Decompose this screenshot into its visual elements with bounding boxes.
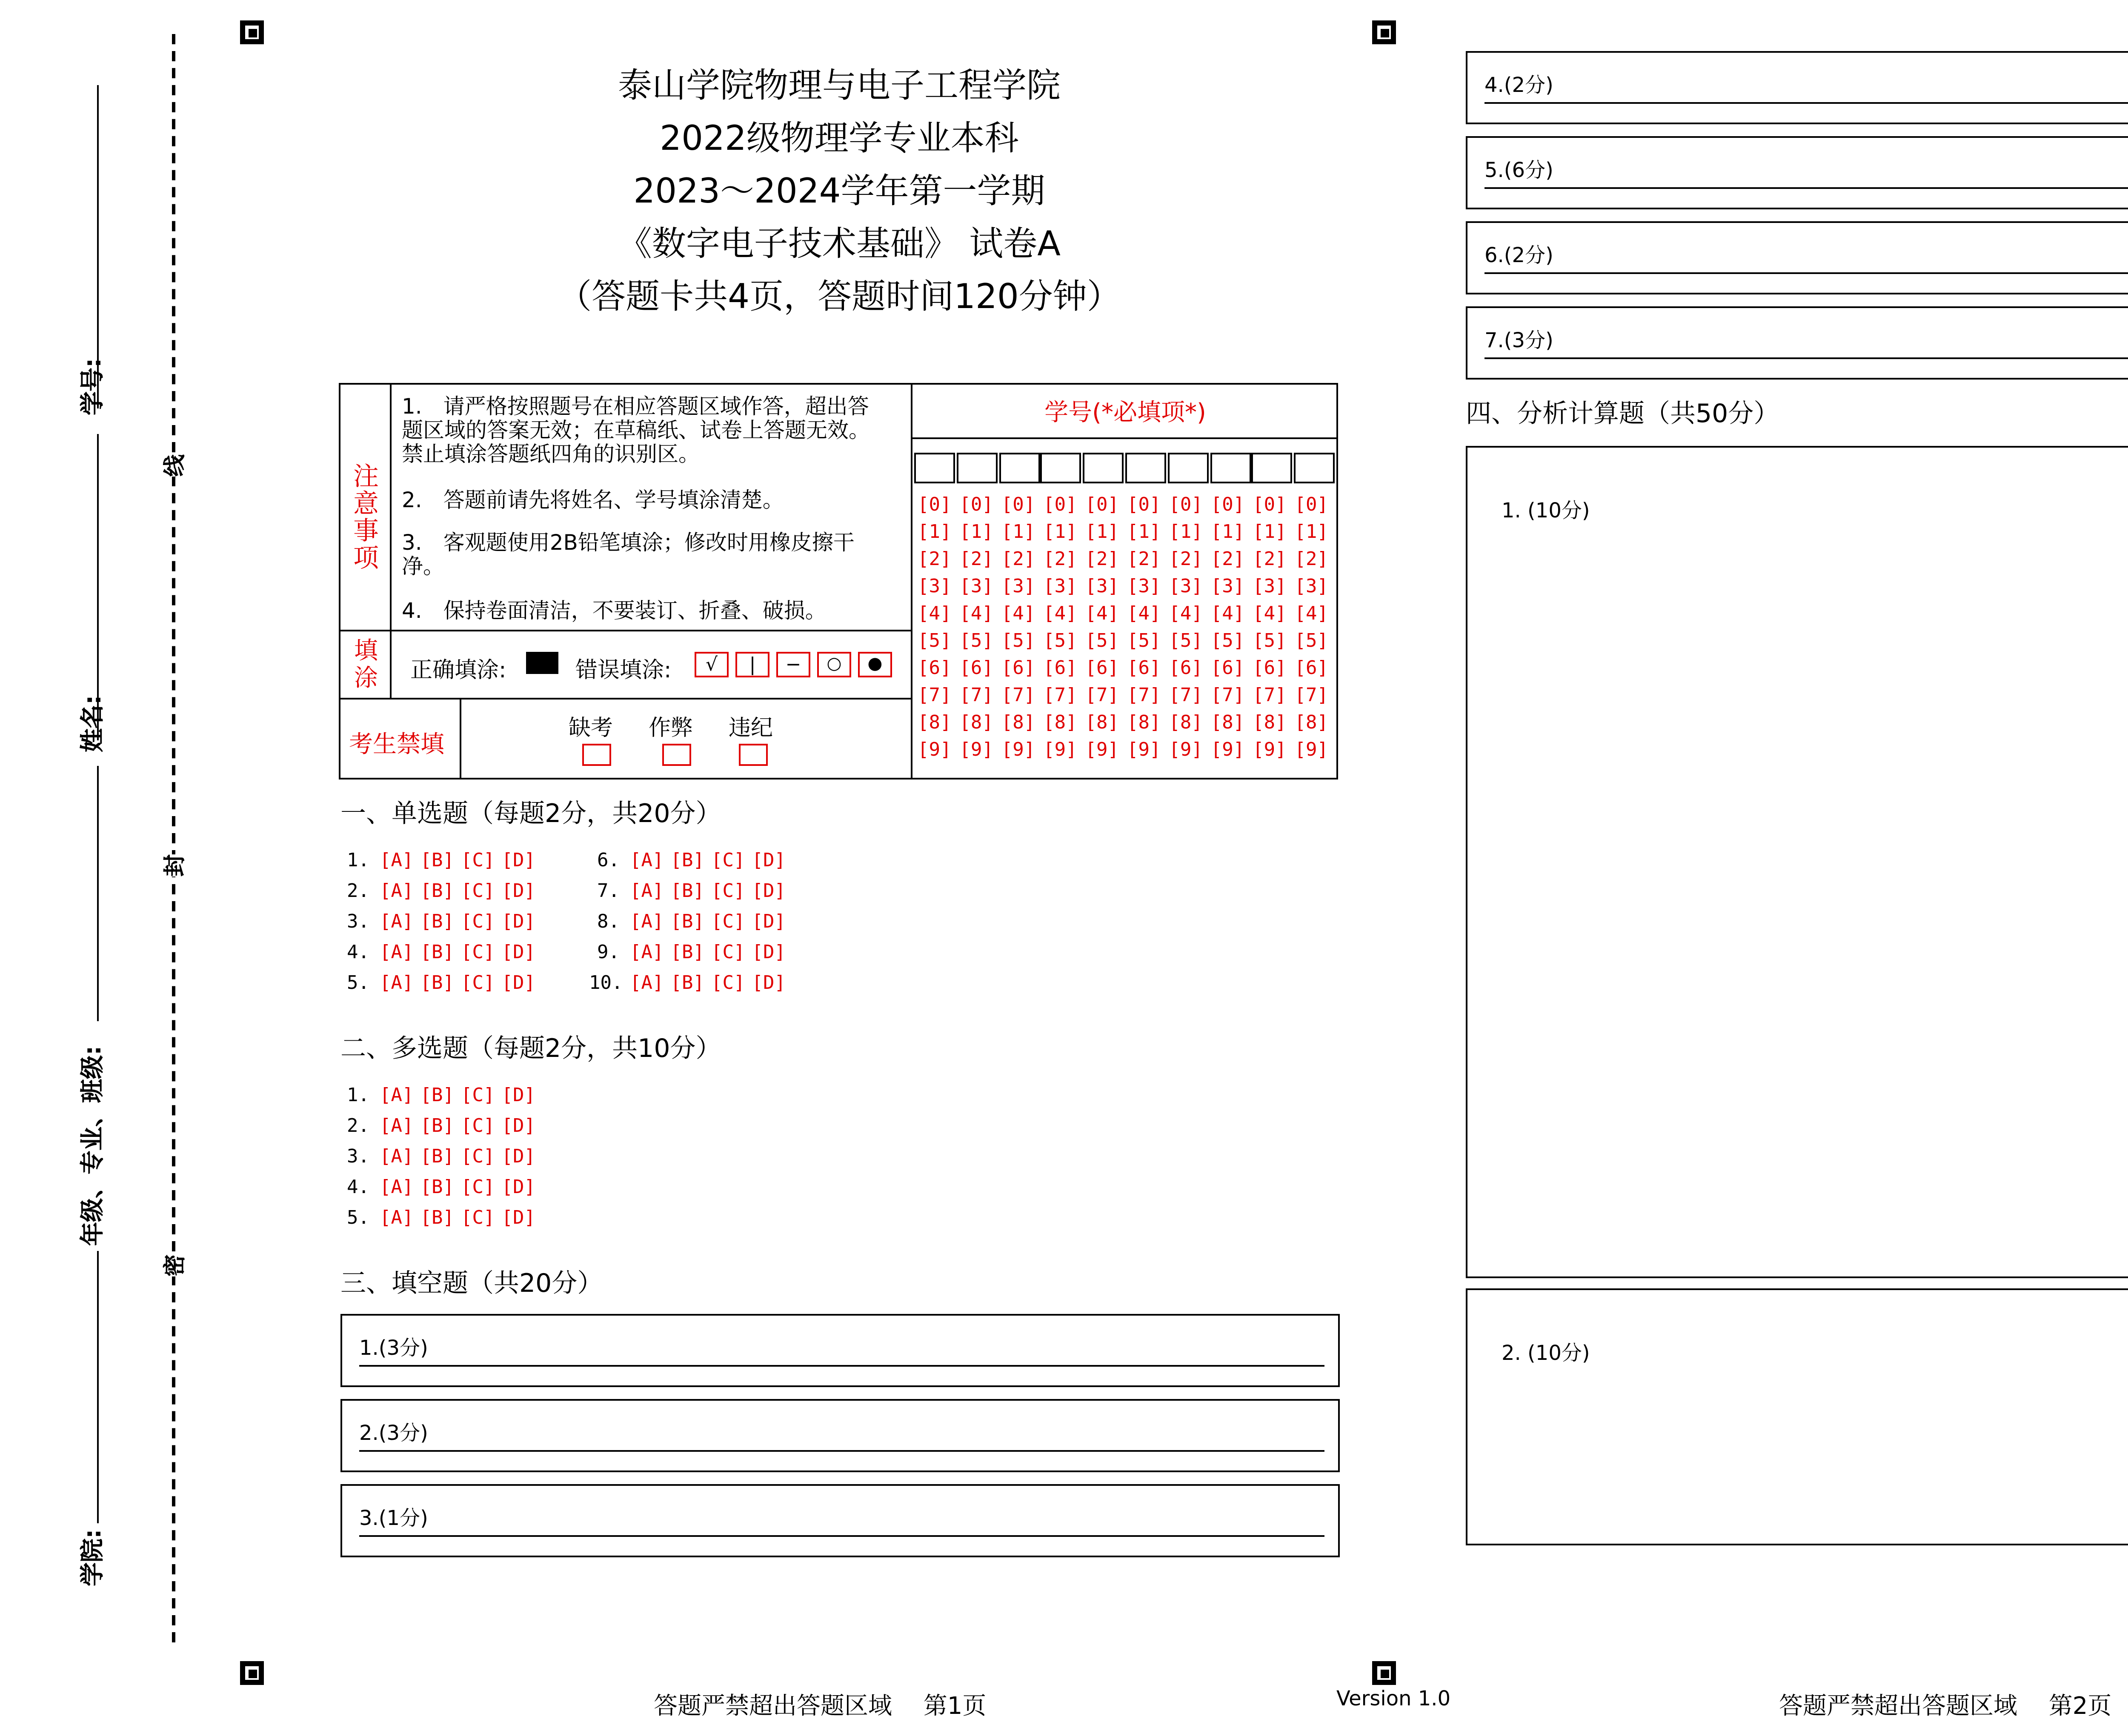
question-number: 1. <box>347 1084 369 1106</box>
student-id-digit-column <box>1169 492 1203 764</box>
choice-option-bubble[interactable]: [B] <box>420 911 454 933</box>
student-id-cell[interactable] <box>998 453 1039 483</box>
student-id-digit-bubble[interactable]: [2] <box>1001 548 1035 570</box>
calc-answer-2-label: 2. (10分) <box>1502 1341 1590 1365</box>
student-id-cell[interactable] <box>914 453 955 483</box>
student-id-digit-bubble[interactable]: [0] <box>918 494 952 516</box>
student-id-digit-bubble[interactable]: [4] <box>1001 602 1035 625</box>
student-id-digit-bubble[interactable]: [8] <box>1001 711 1035 734</box>
section1-title: 一、单选题（每题2分，共20分） <box>340 798 721 829</box>
binding-dashed-line <box>172 34 175 1642</box>
student-id-digit-bubble[interactable]: [6] <box>1127 657 1161 679</box>
student-id-digit-bubble[interactable]: [6] <box>1210 657 1245 679</box>
wrong-fill-samples <box>695 652 892 677</box>
choice-option-bubble[interactable]: [D] <box>501 1084 535 1106</box>
choice-row <box>589 849 792 871</box>
choice-option-bubble[interactable]: [A] <box>380 880 414 902</box>
choice-option-bubble[interactable]: [A] <box>630 911 664 933</box>
notice-item-2: 2. 答题前请先将姓名、学号填涂清楚。 <box>402 487 784 512</box>
student-id-digit-bubble[interactable]: [1] <box>1253 521 1287 543</box>
choice-option-bubble[interactable]: [C] <box>461 941 495 963</box>
forbidden-violation-box[interactable] <box>739 744 768 766</box>
choice-option-bubble[interactable]: [D] <box>501 880 535 902</box>
student-id-digit-bubble[interactable]: [8] <box>1127 711 1161 734</box>
student-id-digit-bubble[interactable]: [3] <box>1253 575 1287 597</box>
student-id-title: 学号(*必填项*) <box>1044 400 1206 427</box>
wrong-fill-label: 错误填涂: <box>575 659 672 684</box>
student-id-digit-bubble[interactable]: [1] <box>1169 521 1203 543</box>
student-id-digit-bubble[interactable]: [2] <box>1294 548 1329 570</box>
student-id-digit-bubble[interactable]: [8] <box>1253 711 1287 734</box>
choice-option-bubble[interactable]: [A] <box>380 1084 414 1106</box>
student-id-digit-bubble[interactable]: [4] <box>959 602 993 625</box>
student-id-digit-bubble[interactable]: [3] <box>1294 575 1329 597</box>
student-id-digit-bubble[interactable]: [1] <box>1043 521 1077 543</box>
choice-option-bubble[interactable]: [C] <box>461 1176 495 1198</box>
student-id-digit-bubble[interactable]: [6] <box>959 657 993 679</box>
student-id-digit-bubble[interactable]: [1] <box>1210 521 1245 543</box>
student-id-cell[interactable] <box>1083 453 1124 483</box>
question-number: 1. <box>347 849 369 871</box>
student-id-digit-bubble[interactable]: [2] <box>1210 548 1245 570</box>
choice-option-bubble[interactable]: [C] <box>461 1145 495 1168</box>
question-number: 2. <box>347 880 369 902</box>
fill-answer-7[interactable] <box>1466 306 2128 380</box>
choice-option-bubble[interactable]: [B] <box>670 911 704 933</box>
student-id-digit-bubble[interactable]: [7] <box>1085 684 1119 706</box>
corner-marker-bottom-center <box>1372 1661 1396 1685</box>
student-id-digit-bubble[interactable]: [2] <box>1043 548 1077 570</box>
student-id-digit-bubble[interactable]: [6] <box>1001 657 1035 679</box>
choice-option-bubble[interactable]: [B] <box>420 849 454 871</box>
question-number: 10. <box>589 972 623 994</box>
corner-marker-top-left <box>240 20 264 44</box>
fill-answer-7-label: 7.(3分) <box>1484 328 1553 352</box>
student-id-label: 学号: <box>80 358 107 415</box>
student-id-digit-column <box>1043 492 1077 764</box>
student-id-digit-bubble[interactable]: [7] <box>1127 684 1161 706</box>
student-id-digit-bubble[interactable]: [9] <box>1169 739 1203 761</box>
header-line-3: 2023～2024学年第一学期 <box>633 170 1045 211</box>
student-id-digit-bubble[interactable]: [9] <box>959 739 993 761</box>
exam-forbidden-title: 考生禁填 <box>349 732 444 759</box>
question-number: 9. <box>597 941 620 963</box>
student-id-digit-bubble[interactable]: [5] <box>1085 630 1119 652</box>
student-id-digit-bubble[interactable]: [7] <box>1294 684 1329 706</box>
wrong-mark-dot: ● <box>858 652 892 677</box>
student-id-digit-bubble[interactable]: [8] <box>1294 711 1329 734</box>
student-id-digit-bubble[interactable]: [2] <box>1085 548 1119 570</box>
student-id-digit-bubble[interactable]: [4] <box>1294 602 1329 625</box>
student-id-digit-bubble[interactable]: [4] <box>1253 602 1287 625</box>
wrong-mark-circle: ○ <box>817 652 851 677</box>
fill-answer-3[interactable] <box>340 1484 1340 1557</box>
choice-option-bubble[interactable]: [B] <box>670 941 704 963</box>
choice-row <box>339 849 542 871</box>
choice-option-bubble[interactable]: [B] <box>670 849 704 871</box>
section2-title: 二、多选题（每题2分，共10分） <box>340 1033 721 1064</box>
choice-row <box>589 972 792 994</box>
student-id-digit-bubble[interactable]: [1] <box>1127 521 1161 543</box>
student-id-digit-bubble[interactable]: [6] <box>1085 657 1119 679</box>
student-id-digit-bubble[interactable]: [1] <box>918 521 952 543</box>
choice-option-bubble[interactable]: [C] <box>461 1115 495 1137</box>
student-id-digit-bubble[interactable]: [9] <box>1085 739 1119 761</box>
header-line-4: 《数字电子技术基础》 试卷A <box>618 223 1061 264</box>
choice-option-bubble[interactable]: [D] <box>501 1207 535 1229</box>
student-id-digit-bubble[interactable]: [5] <box>1210 630 1245 652</box>
choice-option-bubble[interactable]: [C] <box>711 911 745 933</box>
fill-answer-4-label: 4.(2分) <box>1484 73 1553 97</box>
calc-answer-1[interactable] <box>1466 446 2128 1278</box>
choice-option-bubble[interactable]: [D] <box>501 849 535 871</box>
header-line-1: 泰山学院物理与电子工程学院 <box>618 65 1061 106</box>
student-id-digit-bubble[interactable]: [3] <box>1169 575 1203 597</box>
cut-word-line: 线 <box>153 454 192 477</box>
student-id-cell[interactable] <box>1252 453 1293 483</box>
student-id-digit-bubble[interactable]: [3] <box>959 575 993 597</box>
class-line <box>97 766 99 1021</box>
student-id-digit-bubble[interactable]: [1] <box>1294 521 1329 543</box>
choice-option-bubble[interactable]: [B] <box>420 1176 454 1198</box>
question-number: 2. <box>347 1115 369 1137</box>
student-id-digit-bubble[interactable]: [7] <box>918 684 952 706</box>
forbidden-absent-label: 缺考 <box>569 717 613 742</box>
student-id-digit-bubble[interactable]: [0] <box>1127 494 1161 516</box>
student-id-digit-bubble[interactable]: [8] <box>918 711 952 734</box>
student-id-digit-bubble[interactable]: [0] <box>1001 494 1035 516</box>
question-number: 5. <box>347 1207 369 1229</box>
corner-marker-bottom-left <box>240 1661 264 1685</box>
student-id-digit-bubble[interactable]: [9] <box>1001 739 1035 761</box>
student-id-digit-bubble[interactable]: [9] <box>1294 739 1329 761</box>
question-number: 3. <box>347 911 369 933</box>
choice-option-bubble[interactable]: [A] <box>380 941 414 963</box>
student-id-digit-bubble[interactable]: [9] <box>1043 739 1077 761</box>
fill-answer-6[interactable] <box>1466 221 2128 294</box>
forbidden-cheat-label: 作弊 <box>649 717 693 742</box>
student-id-digit-bubble[interactable]: [4] <box>1043 602 1077 625</box>
choice-option-bubble[interactable]: [A] <box>630 880 664 902</box>
choice-option-bubble[interactable]: [D] <box>501 941 535 963</box>
choice-option-bubble[interactable]: [C] <box>711 880 745 902</box>
choice-option-bubble[interactable]: [D] <box>752 911 786 933</box>
choice-row <box>339 1084 542 1106</box>
choice-option-bubble[interactable]: [C] <box>461 1207 495 1229</box>
student-id-digit-bubble[interactable]: [7] <box>1253 684 1287 706</box>
college-label: 学院: <box>80 1529 107 1586</box>
question-number: 6. <box>597 849 620 871</box>
student-id-digit-bubble[interactable]: [7] <box>959 684 993 706</box>
student-id-digit-bubble[interactable]: [1] <box>1085 521 1119 543</box>
student-id-digit-bubble[interactable]: [6] <box>1169 657 1203 679</box>
choice-option-bubble[interactable]: [C] <box>711 849 745 871</box>
choice-row <box>339 1145 542 1168</box>
student-id-digit-bubble[interactable]: [1] <box>1001 521 1035 543</box>
student-id-digit-bubble[interactable]: [2] <box>959 548 993 570</box>
student-id-digit-bubble[interactable]: [3] <box>1127 575 1161 597</box>
choice-row <box>589 880 792 902</box>
choice-row <box>339 1207 542 1229</box>
choice-option-bubble[interactable]: [A] <box>380 911 414 933</box>
student-id-digit-column <box>959 492 993 764</box>
choice-row <box>589 911 792 933</box>
student-id-digit-bubble[interactable]: [8] <box>1085 711 1119 734</box>
student-id-digit-bubble[interactable]: [5] <box>1294 630 1329 652</box>
student-id-digit-bubble[interactable]: [9] <box>918 739 952 761</box>
choice-option-bubble[interactable]: [D] <box>501 972 535 994</box>
question-number: 5. <box>347 972 369 994</box>
fill-answer-3-label: 3.(1分) <box>359 1506 428 1530</box>
choice-option-bubble[interactable]: [A] <box>380 849 414 871</box>
student-id-digit-bubble[interactable]: [7] <box>1169 684 1203 706</box>
choice-option-bubble[interactable]: [B] <box>670 972 704 994</box>
wrong-mark-check: √ <box>695 652 729 677</box>
student-id-digit-column <box>1001 492 1035 764</box>
student-id-digit-bubble[interactable]: [5] <box>1169 630 1203 652</box>
choice-option-bubble[interactable]: [C] <box>461 972 495 994</box>
fill-answer-4[interactable] <box>1466 51 2128 124</box>
choice-row <box>339 972 542 994</box>
choice-option-bubble[interactable]: [A] <box>380 1207 414 1229</box>
choice-option-bubble[interactable]: [D] <box>501 1145 535 1168</box>
fill-answer-6-label: 6.(2分) <box>1484 243 1553 267</box>
choice-row <box>339 911 542 933</box>
student-id-cell[interactable] <box>1210 453 1250 483</box>
student-id-digit-bubble[interactable]: [2] <box>1253 548 1287 570</box>
footer-page2: 答题严禁超出答题区域 第2页 <box>1779 1693 2112 1721</box>
choice-option-bubble[interactable]: [C] <box>461 849 495 871</box>
calc-answer-2[interactable] <box>1466 1288 2128 1545</box>
choice-row <box>339 941 542 963</box>
student-id-cell[interactable] <box>1167 453 1208 483</box>
choice-option-bubble[interactable]: [B] <box>420 880 454 902</box>
student-id-digit-bubble[interactable]: [9] <box>1210 739 1245 761</box>
calc-answer-1-label: 1. (10分) <box>1502 499 1590 523</box>
choice-option-bubble[interactable]: [D] <box>752 880 786 902</box>
student-id-digit-bubble[interactable]: [3] <box>1043 575 1077 597</box>
choice-option-bubble[interactable]: [C] <box>461 880 495 902</box>
question-number: 8. <box>597 911 620 933</box>
student-id-digit-bubble[interactable]: [8] <box>1169 711 1203 734</box>
question-number: 4. <box>347 941 369 963</box>
student-id-digit-bubble[interactable]: [4] <box>1085 602 1119 625</box>
student-id-digit-bubble[interactable]: [5] <box>1001 630 1035 652</box>
footer-version: Version 1.0 <box>1336 1687 1451 1710</box>
student-id-digit-bubble[interactable]: [6] <box>1253 657 1287 679</box>
student-id-digit-bubble[interactable]: [8] <box>1210 711 1245 734</box>
question-number: 4. <box>347 1176 369 1198</box>
student-id-digit-column <box>1085 492 1119 764</box>
fill-guide-title: 填涂 <box>354 638 378 693</box>
student-id-digit-bubble[interactable]: [0] <box>1169 494 1203 516</box>
choice-option-bubble[interactable]: [B] <box>420 1084 454 1106</box>
choice-option-bubble[interactable]: [C] <box>461 1084 495 1106</box>
question-number: 3. <box>347 1145 369 1168</box>
student-id-cell[interactable] <box>1125 453 1166 483</box>
fill-answer-1[interactable] <box>340 1314 1340 1387</box>
forbidden-cheat-box[interactable] <box>662 744 691 766</box>
choice-row <box>339 1115 542 1137</box>
student-id-digit-bubble[interactable]: [0] <box>1085 494 1119 516</box>
section3-title: 三、填空题（共20分） <box>340 1268 603 1299</box>
student-id-digit-bubble[interactable]: [0] <box>959 494 993 516</box>
choice-option-bubble[interactable]: [A] <box>630 849 664 871</box>
choice-option-bubble[interactable]: [B] <box>420 941 454 963</box>
choice-option-bubble[interactable]: [D] <box>752 849 786 871</box>
student-id-digit-column <box>1295 492 1329 764</box>
student-id-digit-bubble[interactable]: [7] <box>1001 684 1035 706</box>
wrong-mark-bar: | <box>735 652 769 677</box>
fill-answer-2-label: 2.(3分) <box>359 1421 428 1445</box>
student-id-digit-bubble[interactable]: [3] <box>1001 575 1035 597</box>
notice-item-1: 1. 请严格按照题号在相应答题区域作答，超出答题区域的答案无效；在草稿纸、试卷上答题无效。禁止填涂答题纸四角的识别区。 <box>402 393 870 466</box>
forbidden-violation-label: 违纪 <box>729 717 773 742</box>
choice-row <box>589 941 792 963</box>
choice-option-bubble[interactable]: [A] <box>380 1176 414 1198</box>
correct-fill-sample <box>526 652 558 674</box>
student-id-digit-bubble[interactable]: [0] <box>1210 494 1245 516</box>
choice-row <box>339 1176 542 1198</box>
choice-option-bubble[interactable]: [A] <box>380 1145 414 1168</box>
student-id-digit-bubble[interactable]: [6] <box>1043 657 1077 679</box>
student-id-digit-bubble[interactable]: [8] <box>959 711 993 734</box>
choice-option-bubble[interactable]: [B] <box>670 880 704 902</box>
choice-option-bubble[interactable]: [D] <box>501 1176 535 1198</box>
header-line-2: 2022级物理学专业本科 <box>660 117 1019 158</box>
notice-title: 注意事项 <box>353 461 379 574</box>
choice-option-bubble[interactable]: [C] <box>711 972 745 994</box>
choice-row <box>339 880 542 902</box>
choice-option-bubble[interactable]: [D] <box>501 911 535 933</box>
fill-answer-5-label: 5.(6分) <box>1484 158 1553 182</box>
college-line <box>97 1251 99 1523</box>
student-id-digit-bubble[interactable]: [0] <box>1043 494 1077 516</box>
fill-answer-2[interactable] <box>340 1399 1340 1472</box>
question-number: 7. <box>597 880 620 902</box>
student-id-digit-bubble[interactable]: [5] <box>1127 630 1161 652</box>
student-id-digit-bubble[interactable]: [0] <box>1294 494 1329 516</box>
notice-item-4: 4. 保持卷面清洁，不要装订、折叠、破损。 <box>402 597 827 623</box>
student-id-cell[interactable] <box>956 453 997 483</box>
notice-item-3: 3. 客观题使用2B铅笔填涂；修改时用橡皮擦干净。 <box>402 529 855 579</box>
section4-title: 四、分析计算题（共50分） <box>1466 398 1779 429</box>
student-id-digit-bubble[interactable]: [0] <box>1253 494 1287 516</box>
student-id-digit-bubble[interactable]: [7] <box>1210 684 1245 706</box>
student-id-digit-column <box>1253 492 1287 764</box>
student-id-digit-bubble[interactable]: [6] <box>1294 657 1329 679</box>
forbidden-absent-box[interactable] <box>582 744 611 766</box>
choice-option-bubble[interactable]: [A] <box>380 1115 414 1137</box>
student-id-cell[interactable] <box>1041 453 1082 483</box>
student-id-digit-bubble[interactable]: [1] <box>959 521 993 543</box>
choice-option-bubble[interactable]: [D] <box>752 972 786 994</box>
choice-option-bubble[interactable]: [B] <box>420 1145 454 1168</box>
student-id-cell[interactable] <box>1294 453 1335 483</box>
choice-option-bubble[interactable]: [A] <box>630 941 664 963</box>
student-id-digit-bubble[interactable]: [9] <box>1127 739 1161 761</box>
choice-option-bubble[interactable]: [C] <box>461 911 495 933</box>
choice-option-bubble[interactable]: [C] <box>711 941 745 963</box>
student-id-digit-bubble[interactable]: [5] <box>1253 630 1287 652</box>
corner-marker-top-center <box>1372 20 1396 44</box>
choice-option-bubble[interactable]: [A] <box>630 972 664 994</box>
student-id-digit-column <box>1211 492 1245 764</box>
student-id-digit-bubble[interactable]: [7] <box>1043 684 1077 706</box>
fill-answer-5[interactable] <box>1466 136 2128 209</box>
student-id-digit-column <box>918 492 952 764</box>
student-id-digit-bubble[interactable]: [3] <box>1085 575 1119 597</box>
student-id-digit-bubble[interactable]: [4] <box>1127 602 1161 625</box>
student-id-digit-bubble[interactable]: [6] <box>918 657 952 679</box>
student-id-digit-bubble[interactable]: [3] <box>918 575 952 597</box>
choice-option-bubble[interactable]: [D] <box>752 941 786 963</box>
header-line-5: （答题卡共4页，答题时间120分钟） <box>558 276 1121 317</box>
fill-answer-1-label: 1.(3分) <box>359 1336 428 1360</box>
student-id-digit-bubble[interactable]: [4] <box>1169 602 1203 625</box>
choice-option-bubble[interactable]: [D] <box>501 1115 535 1137</box>
student-id-digit-bubble[interactable]: [5] <box>1043 630 1077 652</box>
wrong-mark-dash: − <box>776 652 810 677</box>
class-label: 年级、专业、班级: <box>80 1045 107 1246</box>
student-id-digit-bubble[interactable]: [5] <box>918 630 952 652</box>
correct-fill-label: 正确填涂: <box>410 659 506 684</box>
student-id-digit-bubble[interactable]: [4] <box>918 602 952 625</box>
student-id-digit-column <box>1127 492 1161 764</box>
choice-option-bubble[interactable]: [B] <box>420 1207 454 1229</box>
student-id-digit-bubble[interactable]: [2] <box>918 548 952 570</box>
cut-word-seal: 封 <box>153 854 192 877</box>
choice-option-bubble[interactable]: [A] <box>380 972 414 994</box>
student-id-digit-bubble[interactable]: [9] <box>1253 739 1287 761</box>
student-id-digit-bubble[interactable]: [2] <box>1127 548 1161 570</box>
student-id-digit-bubble[interactable]: [8] <box>1043 711 1077 734</box>
student-id-digit-bubble[interactable]: [3] <box>1210 575 1245 597</box>
student-id-digit-bubble[interactable]: [5] <box>959 630 993 652</box>
cut-word-secret: 密 <box>153 1254 192 1276</box>
choice-option-bubble[interactable]: [B] <box>420 1115 454 1137</box>
student-id-digit-bubble[interactable]: [2] <box>1169 548 1203 570</box>
name-label: 姓名: <box>80 695 107 752</box>
student-id-digit-bubble[interactable]: [4] <box>1210 602 1245 625</box>
footer-page1: 答题严禁超出答题区域 第1页 <box>654 1693 987 1721</box>
choice-option-bubble[interactable]: [B] <box>420 972 454 994</box>
